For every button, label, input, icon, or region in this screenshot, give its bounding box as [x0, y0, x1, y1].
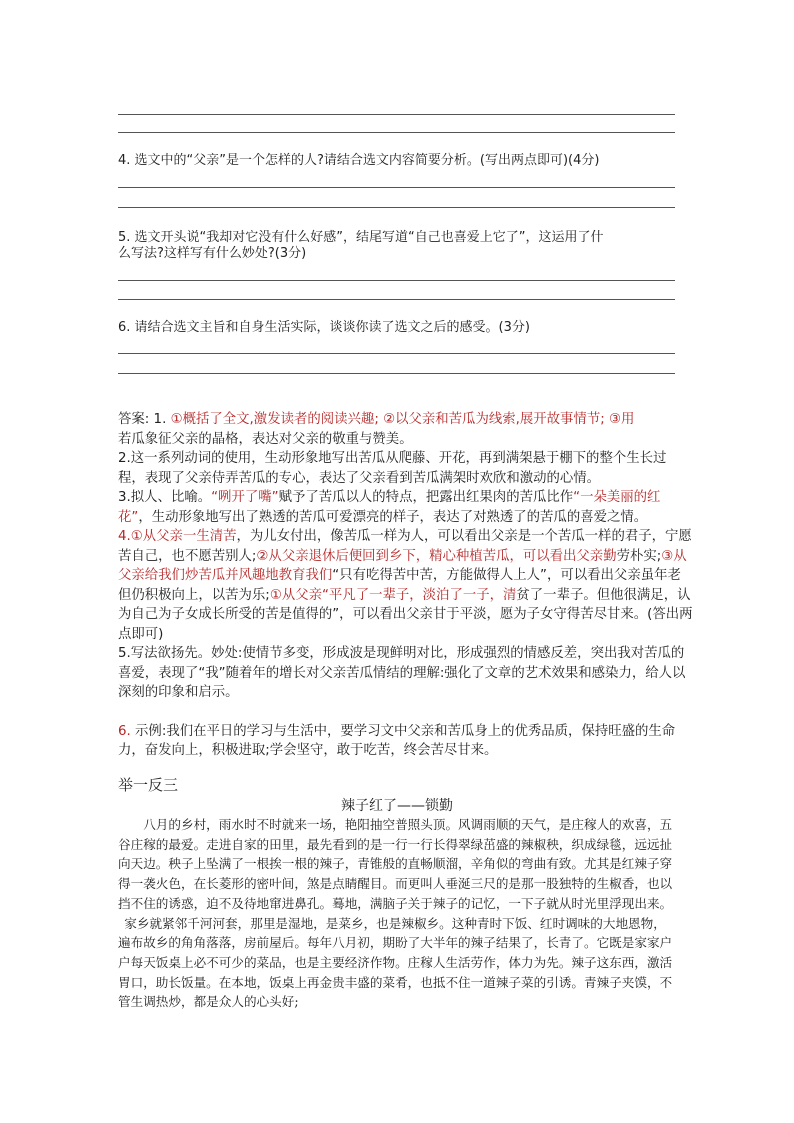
answer-line-q4-2	[118, 207, 675, 208]
answer-line-q5-1	[118, 280, 675, 281]
answer-line-q6-1	[118, 353, 675, 354]
answer-line-top-2	[118, 132, 675, 133]
question-6: 6. 请结合选文主旨和自身生活实际，谈谈你读了选文之后的感受。(3分)	[118, 320, 530, 335]
answer-4-highlight-2: ②从父亲退休后便回到乡下，精心种植苦瓜，可以看出父亲勤	[256, 548, 617, 564]
answer-4-highlight-1: 4.①从父亲一生清苦	[118, 529, 237, 544]
answer-1	[118, 410, 693, 449]
section-heading: 举一反三	[118, 776, 179, 794]
answers-block	[118, 410, 693, 761]
answer-4	[118, 527, 693, 644]
article-body	[118, 815, 678, 1012]
question-5-line-2: 么写法?这样写有什么妙处?(3分)	[118, 246, 307, 261]
answer-line-q5-2	[118, 299, 675, 300]
answer-line-q6-2	[118, 373, 675, 374]
answer-3-highlight-2: “一朵美丽的红花”	[118, 490, 661, 525]
answer-2: 2.这一系列动词的使用，生动形象地写出苦瓜从爬藤、开花，再到满架悬于棚下的整个生长过程，表现了父亲侍弄苦瓜的专心，表达了父亲看到苦瓜满架时欢欣和激动的心情。	[118, 451, 667, 486]
answer-1-line-2: 若瓜象征父亲的晶格，表达对父亲的敬重与赞美。	[118, 431, 413, 447]
answer-4-part-1: ，为儿女付出，像苦瓜一样为人，可以看出父亲是一个苦瓜一样的君子，宁愿苦自己，也不愿苦别人;	[118, 529, 692, 564]
article-paragraph-1: 八月的乡村，雨水时不时就来一场，艳阳抽空普照头顶。风调雨顺的天气，是庄稼人的欢喜，五谷庄稼的最爱。走进自家的田里，最先看到的是一行一行长得翠绿茁盛的辣椒秧，织成绿毯，远远扯向天边。秧子上坠满了一根挨一根的辣子，青锥般的直畅顺溜，辛角似的弯曲有致。尤其是红辣子穿得一袭火色，在长菱形的密叶间，煞是点睛醒目。而更叫人垂涎三尺的是那一股独特的生椒香，也以挡不住的诱惑，迫不及待地窜进鼻孔。蓦地，满脑子关于辣子的记忆，一下子就从时光里浮现出来。	[118, 817, 673, 911]
answer-3-part-3: ，生动形象地写出了熟透的苦瓜可爱漂亮的样子，表达了对熟透了的苦瓜的喜爱之情。	[138, 509, 648, 525]
answer-6-label: 6.	[118, 723, 131, 739]
question-5-line-1: 5. 选文开头说“我却对它没有什么好感”，结尾写道“自己也喜爱上它了”，这运用了什	[118, 230, 604, 245]
answer-3-part-2: 赋予了苦瓜以人的特点，把露出红果肉的苦瓜比作	[278, 490, 574, 505]
question-4: 4. 选文中的“父亲”是一个怎样的人?请结合选文内容简要分析。(写出两点即可)(4分)	[118, 153, 600, 168]
answer-6	[118, 722, 693, 761]
answer-6-text: 示例:我们在平日的学习与生活中，要学习文中父亲和苦瓜身上的优秀品质，保持旺盛的生命力，奋发向上，积极进取;学会坚守，敢于吃苦，终会苦尽甘来。	[118, 723, 676, 758]
article-title: 辣子红了——锁勤	[341, 798, 453, 814]
answer-5: 5.写法欲扬先。妙处:使情节多变，形成波是现鲜明对比，形成强烈的情感反差，突出我对苦瓜的喜爱，表现了“我”随着年的增长对父亲苦瓜情结的理解:强化了文章的艺术效果和感染力，给人以深刻的印象和启示。	[118, 646, 686, 700]
answer-3	[118, 488, 693, 527]
answer-4-highlight-3: ③从父亲给我们炒苦瓜并风趣地教育我们	[118, 548, 687, 583]
answer-3-highlight-1: “咧开了嘴”	[211, 490, 279, 505]
answer-4-part-4: 贫了一辈子。但他很满足，认为自己为子女成长所受的苦是值得的”，可以看出父亲甘于平淡，愿为子女守得苦尽甘来。(答出两点即可)	[118, 587, 693, 642]
answer-1-highlight: ①概括了全文,激发读者的阅读兴趣; ②以父亲和苦瓜为线索,展开故事情节; ③用	[170, 412, 635, 427]
answer-3-part-1: 3.拟人、比喻。	[118, 490, 212, 505]
answer-label: 答案: 1.	[118, 412, 167, 427]
answer-4-highlight-4: ①从父亲“平凡了一辈子，淡泊了一子，清	[269, 587, 517, 603]
answer-4-part-3: “只有吃得苦中苦，方能做得人上人”，可以看出父亲虽年老但仍积极向上，以苦为乐;	[118, 568, 681, 603]
article-paragraph-2: 家乡就紧邻千河河套，那里是湿地，是菜乡，也是辣椒乡。这种青时下饭、红时调味的大地恩物，遍布故乡的角角落落，房前屋后。每年八月初，期盼了大半年的辣子结果了，长青了。它既是家家户户每天饭桌上必不可少的菜品，也是主要经济作物。庄稼人生活劳作，体力为先。辣子这东西，激活胃口，助长饭量。在本地，饭桌上再金贵丰盛的菜肴，也抵不住一道辣子菜的引诱。青辣子夹馍，不管生调热炒，都是众人的心头好;	[118, 915, 673, 1010]
answer-line-q4-1	[118, 187, 675, 188]
answer-4-part-2: 劳朴实;	[616, 548, 662, 564]
answer-line-top-1	[118, 114, 675, 115]
